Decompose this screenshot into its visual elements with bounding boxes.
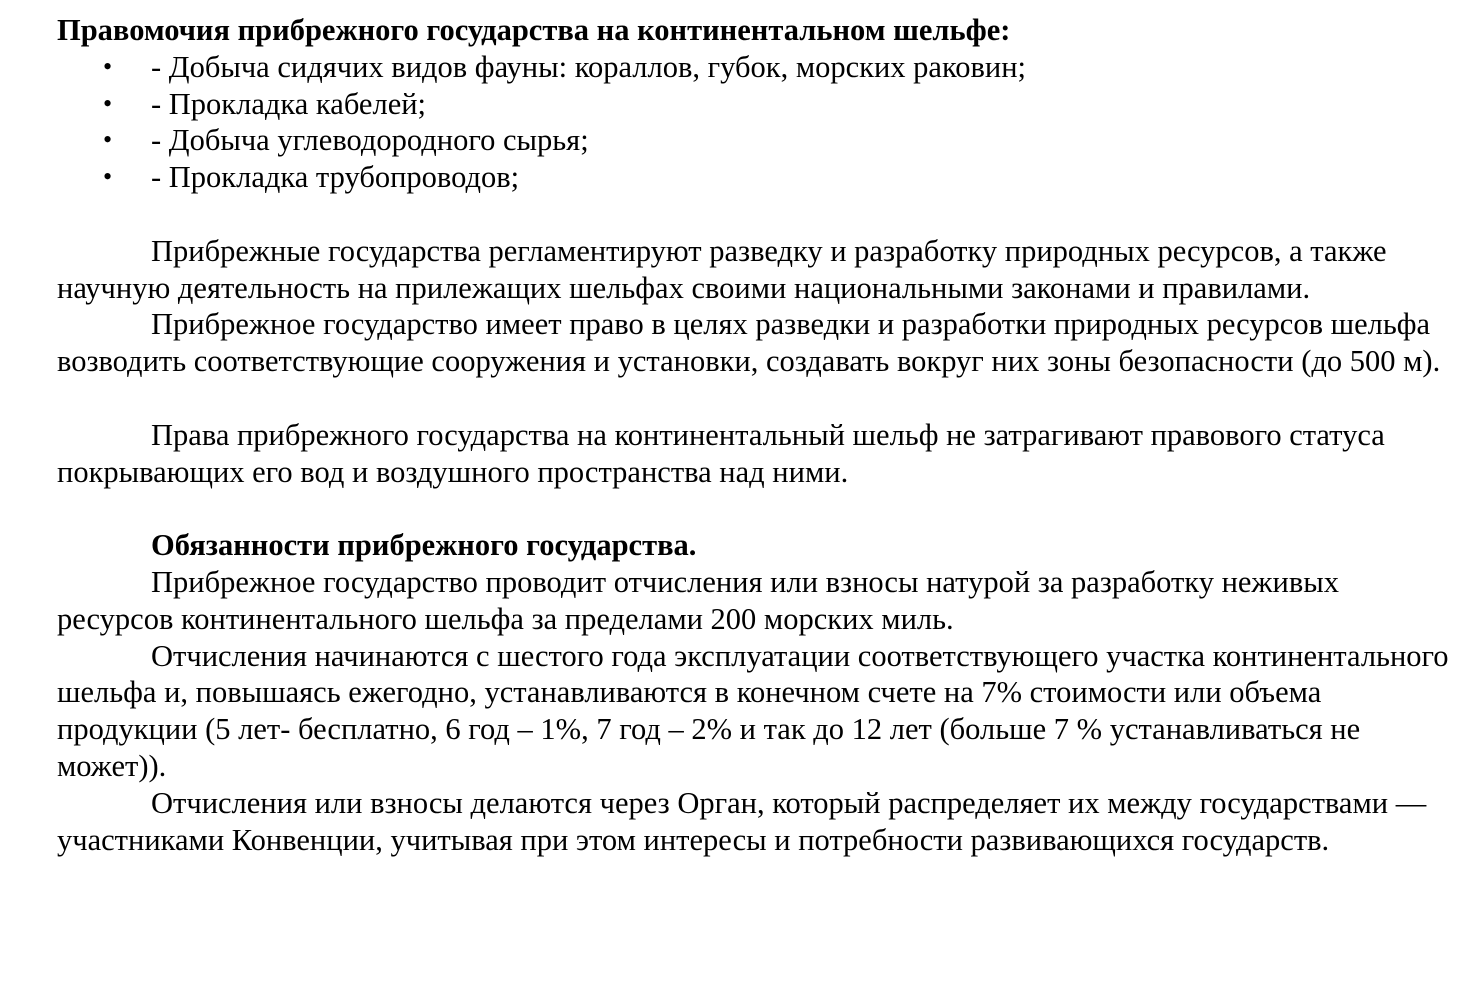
section-heading-rights: Правомочия прибрежного государства на континентальном шельфе: <box>57 13 1011 47</box>
bullet-icon: • <box>103 88 113 118</box>
bullet-icon: • <box>103 162 113 192</box>
list-item-text: - Добыча углеводородного сырья; <box>151 123 589 158</box>
paragraph-distribution: Отчисления или взносы делаются через Орган, который распределяет их между государствами — участниками Конвенции, учитывая при этом интересы и потребности развивающихся государств. <box>57 785 1427 857</box>
spacer <box>57 490 1452 527</box>
spacer <box>57 380 1452 417</box>
document-page <box>57 12 1452 858</box>
paragraph-installations: Прибрежное государство имеет право в целях разведки и разработки природных ресурсов шельфа возводить соответствующие сооружения и установки, создавать вокруг них зоны безопасности (до 500 м). <box>57 307 1441 379</box>
list-item <box>57 49 1452 86</box>
paragraph-legal-status: Права прибрежного государства на континентальный шельф не затрагивают правового статуса покрывающих его вод и воздушного пространства над ними. <box>57 417 1385 489</box>
paragraph-payments: Прибрежное государство проводит отчисления или взносы натурой за разработку неживых ресурсов континентального шельфа за пределами 200 морских миль. <box>57 564 1339 636</box>
list-item <box>57 122 1452 159</box>
spacer <box>57 196 1452 233</box>
list-item <box>57 159 1452 196</box>
list-item <box>57 86 1452 123</box>
rights-list <box>57 49 1452 196</box>
list-item-text: - Добыча сидячих видов фауны: кораллов, губок, морских раковин; <box>151 49 1027 84</box>
paragraph-payment-schedule: Отчисления начинаются с шестого года эксплуатации соответствующего участка континентального шельфа и, повышаясь ежегодно, устанавливаются в конечном счете на 7% стоимости или объема продукции (5 лет- бесплатно, 6 год – 1%, 7 год – 2% и так до 12 лет (больше 7 % устанавливаться не может)). <box>57 638 1449 783</box>
bullet-icon: • <box>103 125 113 155</box>
bullet-icon: • <box>103 51 113 81</box>
section-heading-obligations: Обязанности прибрежного государства. <box>151 528 697 563</box>
paragraph-regulation: Прибрежные государства регламентируют разведку и разработку природных ресурсов, а также научную деятельность на прилежащих шельфах своими национальными законами и правилами. <box>57 233 1387 305</box>
list-item-text: - Прокладка кабелей; <box>151 86 427 121</box>
list-item-text: - Прокладка трубопроводов; <box>151 160 520 195</box>
